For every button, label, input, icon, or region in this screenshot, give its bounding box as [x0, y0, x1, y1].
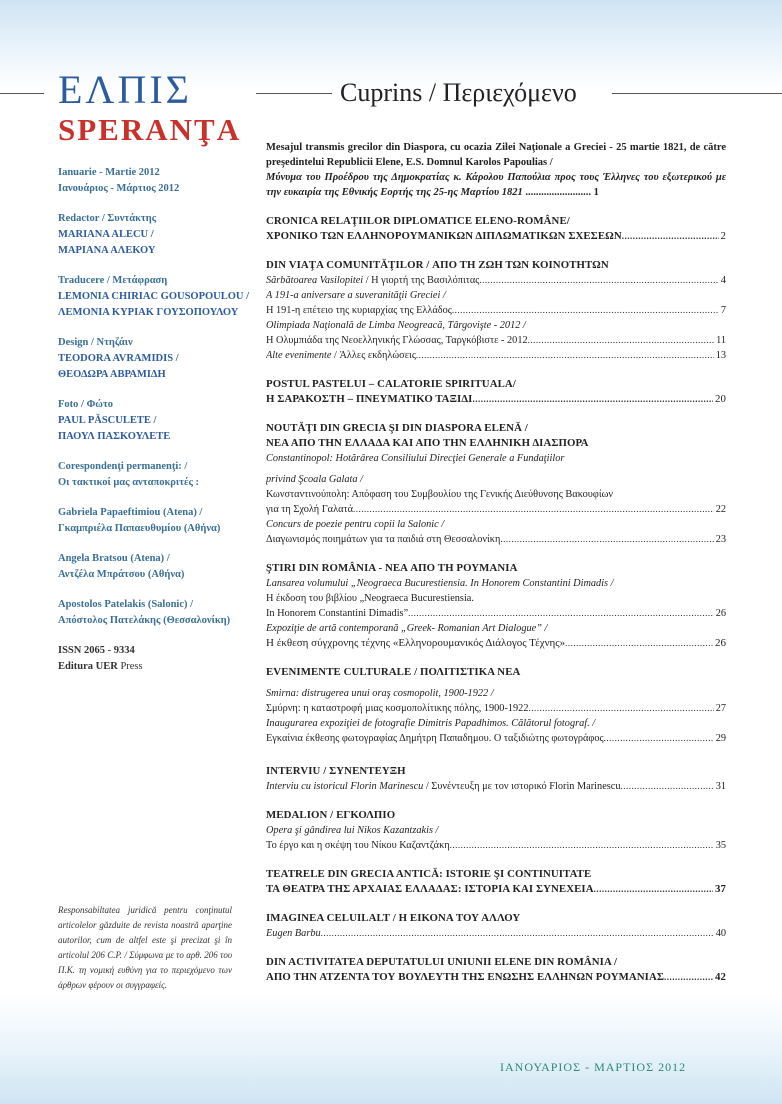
- entry-title-ro[interactable]: Olimpiada Naţională de Limba Neogreacă, Târgovişte - 2012 /: [266, 320, 526, 331]
- page-number: 13: [715, 350, 726, 361]
- page-number: 29: [715, 733, 726, 744]
- translator-name-gr: ΛΕΜΟΝΙΑ ΚΥΡΙΑΚ ΓΟΥΣΟΠΟΥΛΟΥ: [58, 307, 239, 318]
- entry-title-gr[interactable]: Κωνσταντινούπολη: Απόφαση του Συμβουλίου της Γενικής Διεύθυνσης Βακουφίων: [266, 489, 614, 500]
- entry-title-gr: για τη Σχολή Γαλατά: [266, 504, 354, 515]
- entry-title-gr: / Συνέντευξη με τον ιστορικό Florin Marinescu: [423, 781, 621, 792]
- photographer-name-ro: PAUL PĂSCULETE /: [58, 415, 157, 426]
- section-title: EVENIMENTE CULTURALE / ΠΟΛΙΤΙΣΤΙΚΑ ΝΕΑ: [266, 666, 521, 678]
- translation-credit: [58, 273, 258, 321]
- publication-info: [58, 643, 258, 675]
- issn: ISSN 2065 - 9334: [58, 645, 135, 656]
- entry-title-ro[interactable]: Smirna: distrugerea unui oraş cosmopolit, 1900-1922 /: [266, 688, 494, 699]
- dot-leader: [416, 348, 714, 363]
- entry-title-ro: Interviu cu istoricul Florin Marinescu: [266, 781, 424, 792]
- entry-title-gr[interactable]: Η έκδοση του βιβλίου „Neograeca Bucurestiensia.: [266, 593, 474, 604]
- entry-title-ro[interactable]: Lansarea volumului „Neograeca Bucurestiensia. In Honorem Constantini Dimadis /: [266, 578, 614, 589]
- entry-title-gr: / Η γιορτή της Βασιλόπιτας: [363, 275, 480, 286]
- dot-leader: [500, 532, 713, 547]
- entry-title-ro[interactable]: Inaugurarea expoziţiei de fotografie Dimitris Papadhimos. Călătorul fotograf. /: [266, 718, 596, 729]
- publisher: [58, 659, 258, 675]
- entry-title-gr: Η 191-η επέτειο της κυριαρχίας της Ελλάδος: [266, 305, 452, 316]
- issue-date-gr: Ιανουάριος - Μάρτιος 2012: [58, 183, 180, 194]
- section-title: NOUTĂŢI DIN GRECIA ŞI DIN DIASPORA ELENĂ /: [266, 422, 528, 434]
- dot-leader: [528, 701, 713, 716]
- table-of-contents: [266, 140, 726, 985]
- page-number: 1: [593, 187, 599, 198]
- correspondents-label-gr: Οι τακτικοί μας ανταποκριτές :: [58, 477, 200, 488]
- dot-leader: [408, 606, 714, 621]
- toc-entry[interactable]: [266, 532, 726, 547]
- header-rule-mid: [256, 93, 332, 94]
- correspondent-1-ro: Gabriela Papaeftimiou (Atena) /: [58, 507, 203, 518]
- logo-title-romanian: SPERANŢA: [58, 112, 242, 147]
- intro-title-gr: Μύνυμα του Προέδρου της Δημοκρατίας κ. Κάρολου Παπούλια προς τους Έλληνες του εξωτερικού με την ευκαιρία της Εθνικής Εορτής της 25-ης Μαρτίου 1821: [266, 172, 726, 198]
- entry-title-gr: Η έκθεση σύγχρονης τέχνης «Ελληνορουμανικός Διάλογος Τέχνης»: [266, 637, 566, 649]
- entry-title-ro[interactable]: Opera şi gândirea lui Nikos Kazantzakis /: [266, 825, 439, 836]
- header-rule-right: [612, 93, 782, 94]
- editor-name-gr: ΜΑΡΙΑΝΑ ΑΛΕΚΟΥ: [58, 245, 156, 256]
- toc-line: [266, 882, 726, 897]
- toc-entry[interactable]: [266, 303, 726, 318]
- correspondent-3: [58, 597, 258, 629]
- entry-title-ro[interactable]: Concurs de poezie pentru copii la Salonic /: [266, 519, 445, 530]
- editor-credit: [58, 211, 258, 259]
- translation-label: Traducere / Μετάφραση: [58, 275, 168, 286]
- section-title: DIN ACTIVITATEA DEPUTATULUI UNIUNII ELENE DIN ROMÂNIA /: [266, 956, 618, 968]
- page-number: 22: [715, 504, 726, 515]
- photo-credit: [58, 397, 258, 445]
- dot-leader: [664, 970, 713, 985]
- issue-date-ro: Ianuarie - Martie 2012: [58, 167, 160, 178]
- dot-leader: [479, 273, 718, 288]
- dot-leader: [321, 926, 714, 941]
- dot-leader: [472, 392, 713, 407]
- designer-name-gr: ΘΕΟΔΩΡΑ ΑΒΡΑΜΙΔΗ: [58, 369, 166, 380]
- section-title: DIN VIAŢA COMUNITĂŢILOR / ΑΠΟ ΤΗ ΖΩΗ ΤΩΝ ΚΟΙΝΟΤΗΤΩΝ: [266, 259, 609, 271]
- photographer-name-gr: ΠΑΟΥΛ ΠΑΣΚΟΥΛΕΤΕ: [58, 431, 171, 442]
- entry-title: Eugen Barbu: [266, 928, 321, 939]
- page-number: 42: [715, 971, 726, 983]
- dot-leader: [604, 731, 714, 746]
- entry-title-gr: / Άλλες εκδηλώσεις: [331, 350, 416, 361]
- dot-leader: [565, 636, 713, 651]
- page-number: 35: [715, 840, 726, 851]
- correspondent-2-gr: Αντζέλα Μπράτσου (Αθήνα): [58, 569, 185, 580]
- footer-issue-date: ΙΑΝΟΥΑΡΙΟΣ - ΜΑΡΤΙΟΣ 2012: [500, 1060, 687, 1074]
- page-number: 26: [715, 637, 726, 649]
- entry-title-ro[interactable]: Constantinopol: Hotărârea Consiliului Direcţiei Generale a Fundaţiilor: [266, 453, 565, 464]
- issue-date: [58, 165, 258, 197]
- section-title-gr: ΧΡΟΝΙΚΟ ΤΩΝ ΕΛΛΗΝΟΡΟΥΜΑΝΙΚΩΝ ΔΙΠΛΩΜΑΤΙΚΩΝ ΣΧΕΣΕΩΝ: [266, 230, 622, 242]
- entry-title-gr: Διαγωνισμός ποιημάτων για τα παιδιά στη Θεσσαλονίκη: [266, 534, 501, 545]
- intro-title-ro: Mesajul transmis grecilor din Diaspora, cu ocazia Zilei Naţionale a Greciei - 25 martie 1821, de către preşedintelui Republicii Elene, E.S. Domnul Karolos Papoulias /: [266, 142, 726, 168]
- toc-section-communities: [266, 258, 726, 363]
- toc-line: [266, 970, 726, 985]
- section-title: TEATRELE DIN GRECIA ANTICĂ: ISTORIE ŞI CONTINUITATE: [266, 868, 592, 880]
- dot-leader: [621, 779, 714, 794]
- page-number: 27: [715, 703, 726, 714]
- toc-section-diplomatic[interactable]: [266, 214, 726, 244]
- header-rule-left: [0, 93, 44, 94]
- toc-entry[interactable]: [266, 701, 726, 716]
- page-number: 23: [715, 534, 726, 545]
- editor-name-ro: MARIANA ALECU /: [58, 229, 154, 240]
- page-number: 2: [720, 230, 726, 242]
- entry-title-gr: In Honorem Constantini Dimadis”: [266, 608, 409, 619]
- page-number: 40: [715, 928, 726, 939]
- logo-title-greek: ΕΛΠΙΣ: [58, 67, 192, 112]
- page-number: 11: [716, 335, 726, 346]
- section-title: MEDALION / ΕΓΚΟΛΠΙΟ: [266, 809, 396, 821]
- correspondent-2: [58, 551, 258, 583]
- toc-entry[interactable]: [266, 636, 726, 651]
- toc-entry[interactable]: [266, 926, 726, 941]
- toc-section-deputy[interactable]: [266, 955, 726, 985]
- toc-entry[interactable]: [266, 333, 726, 348]
- section-title: IMAGINEA CELUILALT / Η ΕΙΚΟΝΑ ΤΟΥ ΑΛΛΟΥ: [266, 912, 521, 924]
- toc-entry[interactable]: [266, 606, 726, 621]
- toc-section-cultural: [266, 665, 726, 746]
- page-title: Cuprins / Περιεχόμενο: [340, 78, 577, 107]
- dot-leader: [450, 838, 714, 853]
- correspondents-label-ro: Corespondenţi permanenţi: /: [58, 461, 188, 472]
- entry-title-gr: Εγκαίνια έκθεσης φωτογραφίας Δημήτρη Παπαδημου. Ο ταξιδιώτης φωτογράφος: [266, 733, 604, 744]
- dot-leader: [594, 882, 713, 897]
- entry-title-ro: Alte evenimente: [266, 350, 332, 361]
- design-label: Design / Ντηζάιν: [58, 337, 133, 348]
- entry-title-ro[interactable]: A 191-a aniversare a suveranităţii Greciei /: [266, 290, 446, 301]
- section-title: ŞTIRI DIN ROMÂNIA - NEA ΑΠΟ ΤΗ ΡΟΥΜΑΝΙΑ: [266, 562, 518, 574]
- correspondents-label: [58, 459, 258, 491]
- dot-leader: [452, 303, 719, 318]
- toc-section-theatres[interactable]: [266, 867, 726, 897]
- correspondent-1: [58, 505, 258, 537]
- toc-section-interview: [266, 764, 726, 794]
- toc-line: [266, 392, 726, 407]
- entry-title-gr: Η Ολυμπιάδα της Νεοελληνικής Γλώσσας, Ταργκόβιστε - 2012: [266, 335, 528, 346]
- toc-section-romania-news: [266, 561, 726, 651]
- entry-title-ro[interactable]: Expoziţie de artă contemporană „Greek- Romanian Art Dialogue” /: [266, 623, 548, 634]
- legal-disclaimer: Responsabiltatea juridică pentru conţinutul articolelor găzduite de revista noastră aparţine autorilor, cum de altfel este şi precizat şi în articolul 206 C.P. / Σύμφωνα με το αρθ. 206 του Π.Κ. τη νομική ευθύνη για το περιεχόμενο των άρθρων φέρουν οι συγγραφείς.: [58, 905, 232, 990]
- intro-leader: .........................: [525, 187, 591, 198]
- correspondent-2-ro: Angela Bratsou (Atena) /: [58, 553, 170, 564]
- toc-section-medallion: [266, 808, 726, 853]
- page-number: 31: [715, 781, 726, 792]
- translator-name-ro: LEMONIA CHIRIAC GOUSOPOULOU /: [58, 291, 250, 302]
- editor-label: Redactor / Συντάκτης: [58, 213, 157, 224]
- section-title-gr: ΑΠΟ ΤΗΝ ΑΤΖΕΝΤΑ ΤΟΥ ΒΟΥΛΕΥΤΗ ΤΗΣ ΕΝΩΣΗΣ ΕΛΛΗΝΩΝ ΡΟΥΜΑΝΙΑΣ: [266, 971, 665, 983]
- toc-entry[interactable]: [266, 779, 726, 794]
- page-number: 37: [715, 883, 726, 895]
- toc-entry[interactable]: [266, 838, 726, 853]
- section-title: POSTUL PASTELUI – CALATORIE SPIRITUALA/: [266, 378, 516, 390]
- section-title-gr: Η ΣΑΡΑΚΟΣΤΗ – ΠΝΕΥΜΑΤΙΚΟ ΤΑΞΙΔΙ: [266, 393, 473, 405]
- section-title-gr: ΤΑ ΘΕΑΤΡΑ ΤΗΣ ΑΡΧΑΙΑΣ ΕΛΛΑΔΑΣ: ΙΣΤΟΡΙΑ ΚΑΙ ΣΥΝΕΧΕΙΑ: [266, 883, 594, 895]
- dot-leader: [622, 229, 719, 244]
- toc-section-other-image: [266, 911, 726, 941]
- masthead-sidebar: [58, 165, 258, 689]
- publisher-name: Editura UER: [58, 661, 118, 672]
- toc-section-lent[interactable]: [266, 377, 726, 407]
- photo-label: Foto / Φώτο: [58, 399, 114, 410]
- toc-entry[interactable]: [266, 502, 726, 517]
- correspondent-1-gr: Γκαμπριέλα Παπαευθυμίου (Αθήνα): [58, 523, 221, 534]
- toc-entry[interactable]: [266, 348, 726, 363]
- design-credit: [58, 335, 258, 383]
- page-number: 4: [720, 275, 726, 286]
- designer-name-ro: TEODORA AVRAMIDIS /: [58, 353, 179, 364]
- page-number: 26: [715, 608, 726, 619]
- toc-entry[interactable]: [266, 731, 726, 746]
- publisher-suffix: Press: [120, 661, 143, 672]
- dot-leader: [353, 502, 714, 517]
- correspondent-3-ro: Apostolos Patelakis (Salonic) /: [58, 599, 194, 610]
- entry-title-ro[interactable]: privind Şcoala Galata /: [266, 474, 363, 485]
- section-title: INTERVIU / ΣΥΝΕΝΤΕΥΞΗ: [266, 765, 406, 777]
- toc-section-greece-news: [266, 421, 726, 547]
- correspondent-3-gr: Απόστολος Πατελάκης (Θεσσαλονίκη): [58, 615, 231, 626]
- page-number: 7: [720, 305, 726, 316]
- toc-entry[interactable]: [266, 273, 726, 288]
- section-title: CRONICA RELAŢIILOR DIPLOMATICE ELENO-ROMÂNE/: [266, 215, 570, 227]
- section-title-gr: ΝΕΑ ΑΠΟ ΤΗΝ ΕΛΛΑΔΑ ΚΑΙ ΑΠΟ ΤΗΝ ΕΛΛΗΝΙΚΗ ΔΙΑΣΠΟΡΑ: [266, 437, 589, 449]
- footer-background: [0, 994, 782, 1104]
- dot-leader: [528, 333, 714, 348]
- entry-title-gr: Σμύρνη: η καταστροφή μιας κοσμοπολίτικης πόλης, 1900-1922: [266, 703, 529, 714]
- entry-title-ro: Sărbătoarea Vasilopitei: [266, 275, 364, 286]
- toc-intro-entry[interactable]: [266, 140, 726, 200]
- entry-title-gr: Το έργο και η σκέψη του Νίκου Καζαντζάκη: [266, 840, 450, 851]
- toc-line: [266, 229, 726, 244]
- page-number: 20: [715, 393, 726, 405]
